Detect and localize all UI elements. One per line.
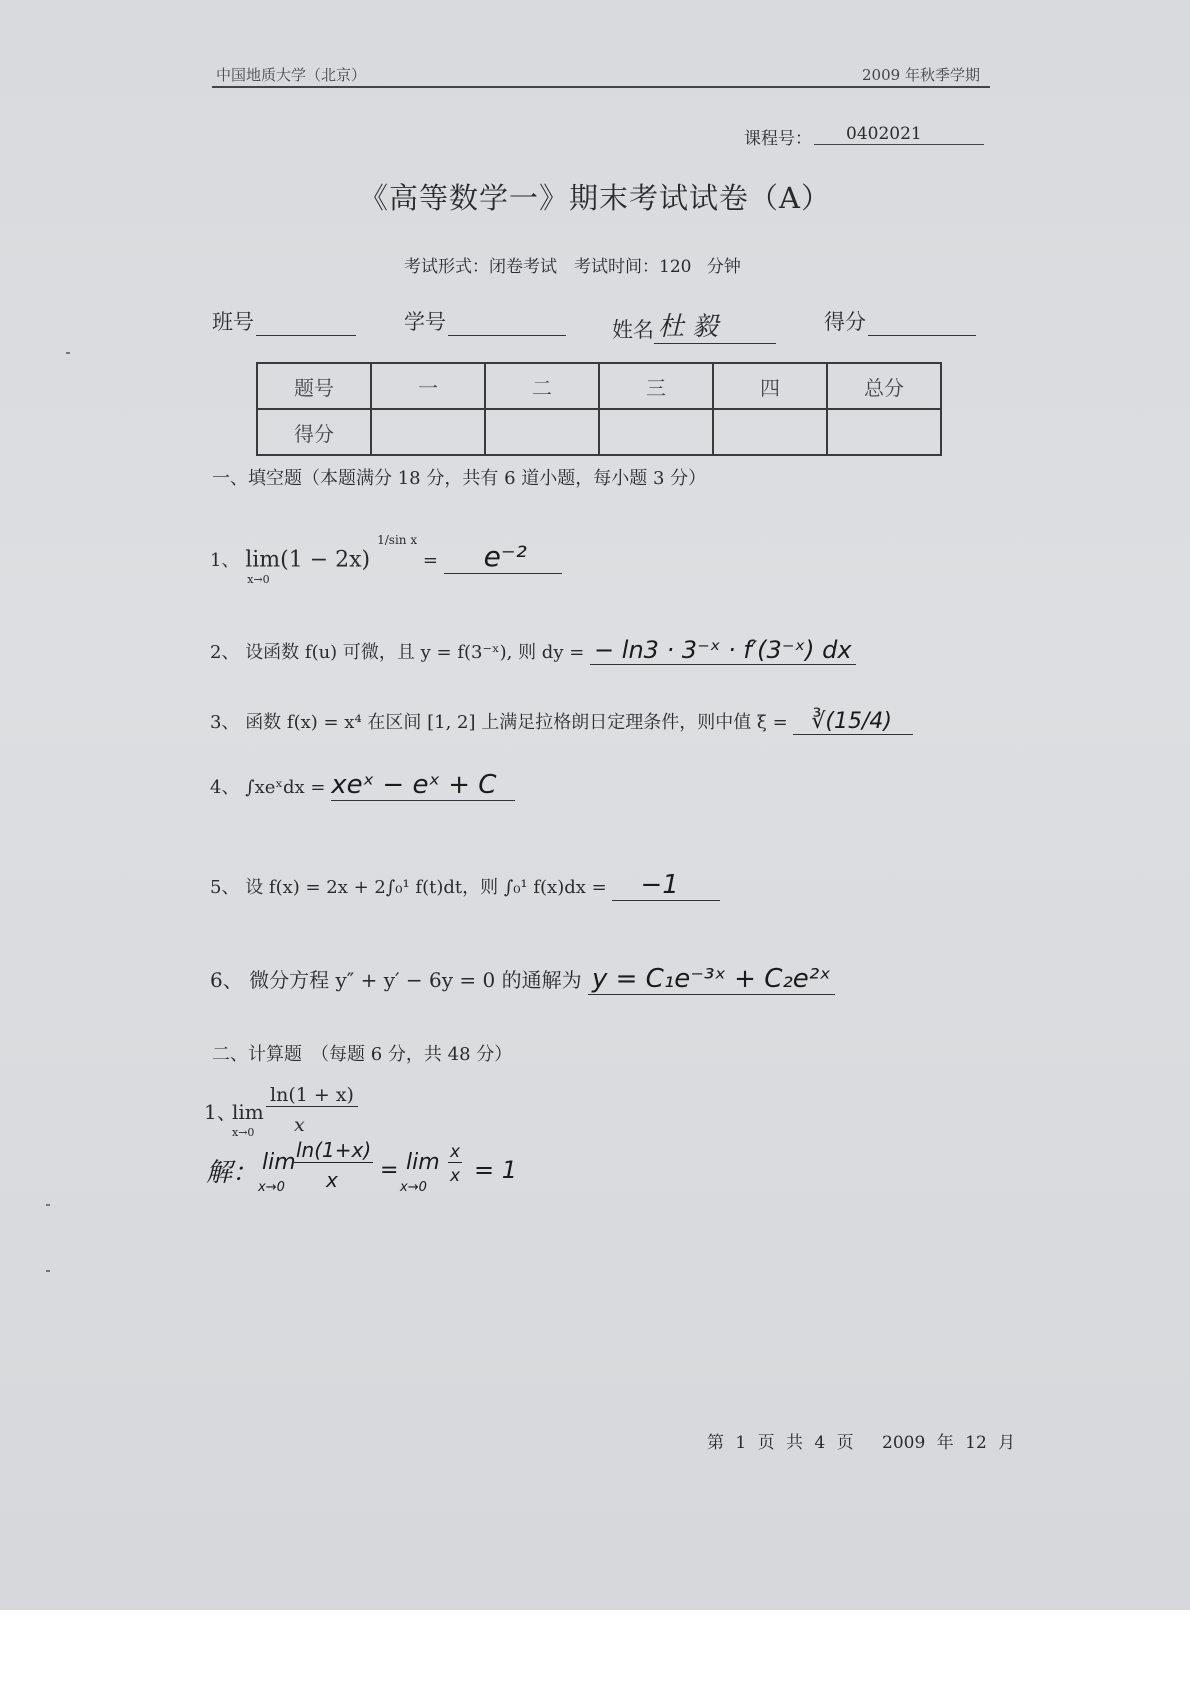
answer-2[interactable]: − ln3 · 3⁻ˣ · f′(3⁻ˣ) dx [590, 636, 856, 665]
solution-result: = 1 [474, 1156, 518, 1184]
answer-6[interactable]: y = C₁e⁻³ˣ + C₂e²ˣ [588, 964, 835, 995]
question-number: 3、 [210, 712, 240, 733]
calc-q1-denominator: x [294, 1114, 305, 1136]
course-label: 课程号： [744, 129, 812, 149]
calc-q1-sub: x→0 [232, 1126, 255, 1139]
school-name: 中国地质大学（北京） [216, 66, 367, 84]
question-text: ∫xeˣdx = [245, 777, 326, 798]
limit-exponent: 1/sin x [377, 532, 418, 547]
score-table [256, 362, 942, 456]
score-cell[interactable] [371, 409, 485, 455]
limit-expression [245, 532, 418, 586]
calc-q1-lim: lim [232, 1100, 264, 1124]
solution-denominator-1: x [326, 1168, 338, 1192]
solution-label: 解： [206, 1158, 259, 1188]
solution-numerator-1: ln(1+x) [296, 1138, 372, 1162]
scan-speck [66, 352, 70, 354]
class-blank[interactable] [256, 313, 356, 336]
question-number: 1、 [204, 1100, 237, 1124]
scan-speck [46, 1204, 50, 1206]
calc-q1-numerator: ln(1 + x) [266, 1084, 358, 1107]
score-cell[interactable] [485, 409, 599, 455]
solution-lim-1: lim [262, 1150, 296, 1175]
exam-info: 考试形式：闭卷考试 考试时间：120 分钟 [404, 257, 741, 277]
limit-expr: lim(1 − 2x) [245, 547, 371, 572]
page-title: 《高等数学一》期末考试试卷（A） [359, 181, 831, 215]
score-header-cell: 三 [599, 363, 713, 409]
question-1 [210, 532, 562, 586]
page-footer: 第 1 页 共 4 页 2009 年 12 月 [707, 1433, 1016, 1453]
scan-speck [46, 1270, 50, 1272]
solution-denominator-2: x [450, 1166, 461, 1186]
semester: 2009 年秋季学期 [862, 66, 980, 84]
question-text: 函数 f(x) = x⁴ 在区间 [1, 2] 上满足拉格朗日定理条件，则中值 ξ = [245, 712, 788, 733]
name-field [612, 306, 776, 344]
answer-5[interactable]: −1 [612, 870, 720, 901]
question-text: 设 f(x) = 2x + 2∫₀¹ f(t)dt，则 ∫₀¹ f(x)dx = [245, 877, 607, 898]
score-cell[interactable] [827, 409, 941, 455]
student-field [404, 306, 566, 336]
question-4 [210, 770, 515, 801]
solution-sub-2: x→0 [400, 1180, 427, 1195]
class-field [212, 306, 356, 336]
name-label: 姓名 [612, 318, 654, 342]
score-field [824, 306, 976, 336]
score-header-cell: 二 [485, 363, 599, 409]
answer-4[interactable]: xeˣ − eˣ + C [331, 770, 515, 801]
score-cell[interactable] [713, 409, 827, 455]
student-blank[interactable] [448, 313, 566, 336]
question-3 [210, 708, 913, 735]
answer-1[interactable]: e⁻² [444, 540, 562, 574]
question-text: 设函数 f(u) 可微，且 y = f(3⁻ˣ), 则 dy = [245, 642, 585, 663]
question-number: 4、 [210, 777, 240, 798]
class-label: 班号 [212, 310, 254, 334]
solution-numerator-2: x [450, 1142, 461, 1162]
score-header-cell: 题号 [257, 363, 371, 409]
score-cell[interactable] [599, 409, 713, 455]
solution-sub-1: x→0 [258, 1180, 285, 1195]
score-table-header-row [257, 363, 941, 409]
header-divider [212, 86, 990, 88]
student-label: 学号 [404, 310, 446, 334]
limit-sub: x→0 [247, 572, 270, 586]
equals: = [422, 550, 438, 571]
score-row-label: 得分 [257, 409, 371, 455]
question-5 [210, 870, 720, 901]
score-table-score-row [257, 409, 941, 455]
question-number: 1、 [210, 550, 240, 571]
question-2 [210, 636, 856, 665]
question-6 [210, 964, 835, 995]
course-number: 0402021 [814, 124, 984, 145]
question-number: 2、 [210, 642, 240, 663]
solution-lim-2: lim [406, 1150, 440, 1175]
question-number: 6、 [210, 968, 243, 992]
name-value[interactable]: 杜 毅 [654, 306, 776, 344]
score-header-cell: 总分 [827, 363, 941, 409]
score-header-cell: 一 [371, 363, 485, 409]
question-number: 5、 [210, 877, 240, 898]
score-label: 得分 [824, 310, 866, 334]
solution-equals: = [380, 1158, 399, 1183]
section1-title: 一、填空题（本题满分 18 分，共有 6 道小题，每小题 3 分） [212, 468, 707, 489]
section2-title: 二、计算题 （每题 6 分，共 48 分） [212, 1044, 513, 1065]
score-header-cell: 四 [713, 363, 827, 409]
score-blank[interactable] [868, 313, 976, 336]
question-text: 微分方程 y″ + y′ − 6y = 0 的通解为 [249, 968, 582, 992]
answer-3[interactable]: ∛(15/4) [793, 709, 913, 735]
